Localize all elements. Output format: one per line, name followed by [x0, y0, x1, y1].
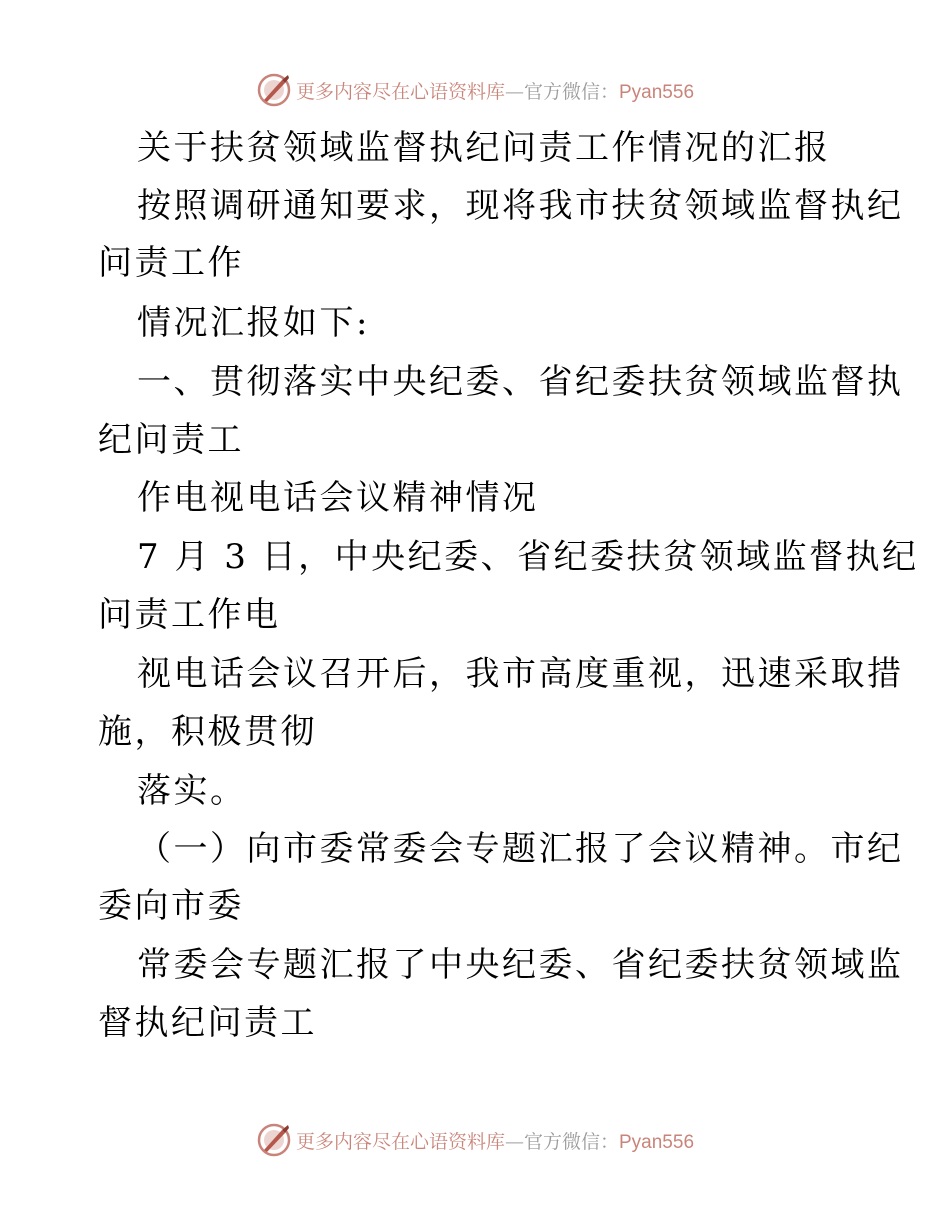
watermark-wechat-id: Pyan556: [619, 81, 695, 103]
doc-line: 落实。: [137, 771, 247, 811]
quill-pen-logo: [256, 72, 292, 108]
doc-line: 问责工作: [98, 243, 244, 283]
footer-watermark: [0, 1120, 950, 1160]
watermark-text: [296, 1127, 694, 1154]
doc-line: 7 月 3 日，中央纪委、省纪委扶贫领域监督执纪: [137, 537, 919, 577]
watermark-separator: —: [504, 80, 524, 103]
doc-line: 施，积极贯彻: [98, 712, 317, 752]
doc-section-heading: 一、贯彻落实中央纪委、省纪委扶贫领域监督执: [137, 362, 904, 402]
watermark-brand: 更多内容尽在心语资料库: [295, 80, 505, 103]
watermark-official-label: 官方微信：: [523, 1130, 619, 1153]
doc-line: 问责工作电: [98, 595, 281, 635]
doc-line: 作电视电话会议精神情况: [137, 478, 539, 518]
header-watermark: [0, 70, 950, 110]
doc-line: 督执纪问责工: [98, 1003, 317, 1043]
doc-line: 按照调研通知要求，现将我市扶贫领域监督执纪: [137, 186, 904, 226]
quill-pen-logo: [256, 1122, 292, 1158]
watermark-wechat-id: Pyan556: [619, 1131, 695, 1153]
doc-subsection-heading: （一）向市委常委会专题汇报了会议精神。市纪: [137, 829, 904, 869]
watermark-text: [296, 77, 694, 104]
doc-line: 视电话会议召开后，我市高度重视，迅速采取措: [137, 654, 904, 694]
watermark-brand: 更多内容尽在心语资料库: [295, 1130, 505, 1153]
doc-line: 委向市委: [98, 886, 244, 926]
doc-line: 情况汇报如下:: [137, 303, 370, 343]
doc-line: 纪问责工: [98, 420, 244, 460]
doc-title: 关于扶贫领域监督执纪问责工作情况的汇报: [137, 128, 831, 168]
doc-line: 常委会专题汇报了中央纪委、省纪委扶贫领域监: [137, 945, 904, 985]
watermark-official-label: 官方微信：: [523, 80, 619, 103]
watermark-separator: —: [504, 1130, 524, 1153]
